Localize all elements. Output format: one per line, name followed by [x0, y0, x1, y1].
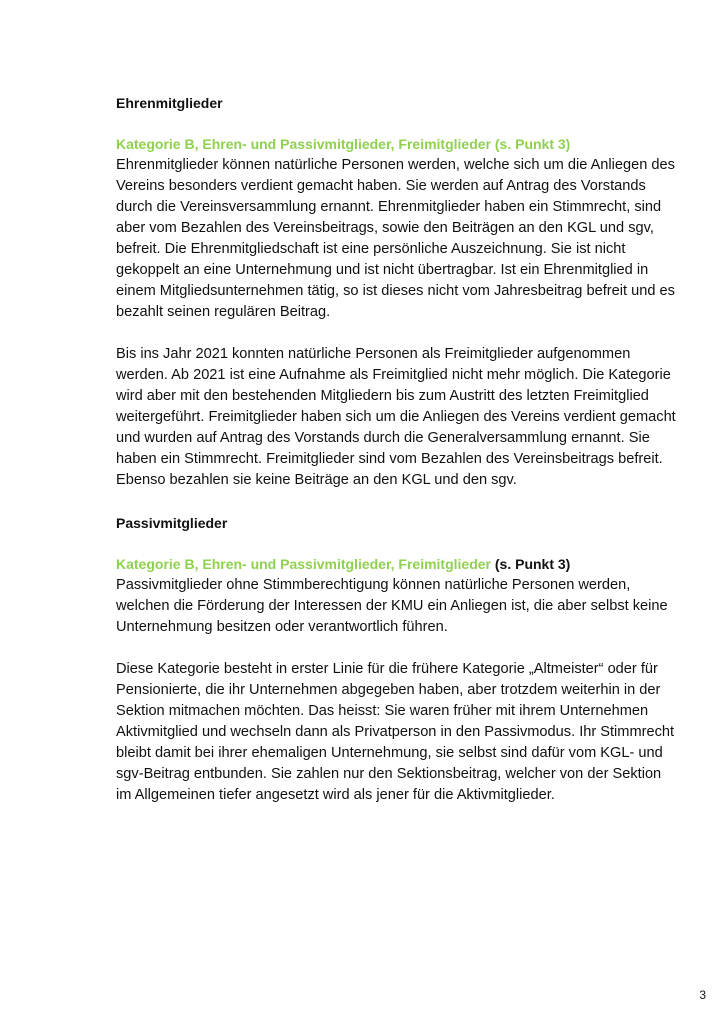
passivmitglieder-paragraph-1: Passivmitglieder ohne Stimmberechtigung können natürliche Personen werden, welchen die Förderung der Interessen der KMU ein Anliegen ist, die aber selbst keine Unternehmung besitzen oder verantwortlich führen.: [116, 577, 668, 635]
passivmitglieder-paragraph-2: Diese Kategorie besteht in erster Linie für die frühere Kategorie „Altmeister“ oder für Pensionierte, die ihr Unternehmen abgegeben haben, aber trotzdem weiterhin in der Sektion mitmachen möchten. Das heisst: Sie waren früher mit ihrem Unternehmen Aktivmitglied und wechseln dann als Privatperson in den Passivmodus. Ihr Stimmrecht bleibt damit bei ihrer ehemaligen Unternehmung, sie selbst sind dafür vom KGL- und sgv-Beitrag entbunden. Sie zahlen nur den Sektionsbeitrag, welcher von der Sektion im Allgemeinen tiefer angesetzt wird als jener für die Aktivmitglieder.: [116, 661, 675, 803]
category-label: Kategorie B, Ehren- und Passivmitglieder, Freimitglieder (s. Punkt 3): [116, 136, 571, 152]
category-label: Kategorie B, Ehren- und Passivmitglieder, Freimitglieder: [116, 556, 491, 572]
ehrenmitglieder-paragraph-1: Ehrenmitglieder können natürliche Personen werden, welche sich um die Anliegen des Vereins besonders verdient gemacht haben. Sie werden auf Antrag des Vorstands durch die Vereinsversammlung ernannt. Ehrenmitglieder haben ein Stimmrecht, sind aber vom Bezahlen des Vereinsbeitrags, sowie den Beiträgen an den KGL und sgv, befreit. Die Ehrenmitgliedschaft ist eine persönliche Auszeichnung. Sie ist nicht gekoppelt an eine Unternehmung und ist nicht übertragbar. Ist ein Ehrenmitglied in einem Mitgliedsunternehmen tätig, so ist dieses nicht vom Jahresbeitrag befreit und es bezahlt seinen regulären Beitrag.: [116, 157, 675, 320]
document-page: [116, 92, 676, 806]
passivmitglieder-category-line: [116, 554, 676, 575]
freimitglieder-paragraph: Bis ins Jahr 2021 konnten natürliche Personen als Freimitglieder aufgenommen werden. Ab 2021 ist eine Aufnahme als Freimitglied nicht mehr möglich. Die Kategorie wird aber mit den bestehenden Mitgliedern bis zum Austritt des letzten Freimitglied weitergeführt. Freimitglieder haben sich um die Anliegen des Vereins verdient gemacht und wurden auf Antrag des Vorstands durch die Generalversammlung ernannt. Sie haben ein Stimmrecht. Freimitglieder sind vom Bezahlen des Vereinsbeitrags befreit. Ebenso bezahlen sie keine Beiträge an den KGL und den sgv.: [116, 346, 676, 488]
page-number: 3: [699, 988, 706, 1002]
ehrenmitglieder-category-line: [116, 134, 676, 155]
ehrenmitglieder-heading: Ehrenmitglieder: [116, 95, 223, 111]
passivmitglieder-section: [116, 512, 676, 806]
passivmitglieder-heading: Passivmitglieder: [116, 515, 228, 531]
ehrenmitglieder-section: [116, 92, 676, 491]
category-reference: (s. Punkt 3): [491, 556, 571, 572]
